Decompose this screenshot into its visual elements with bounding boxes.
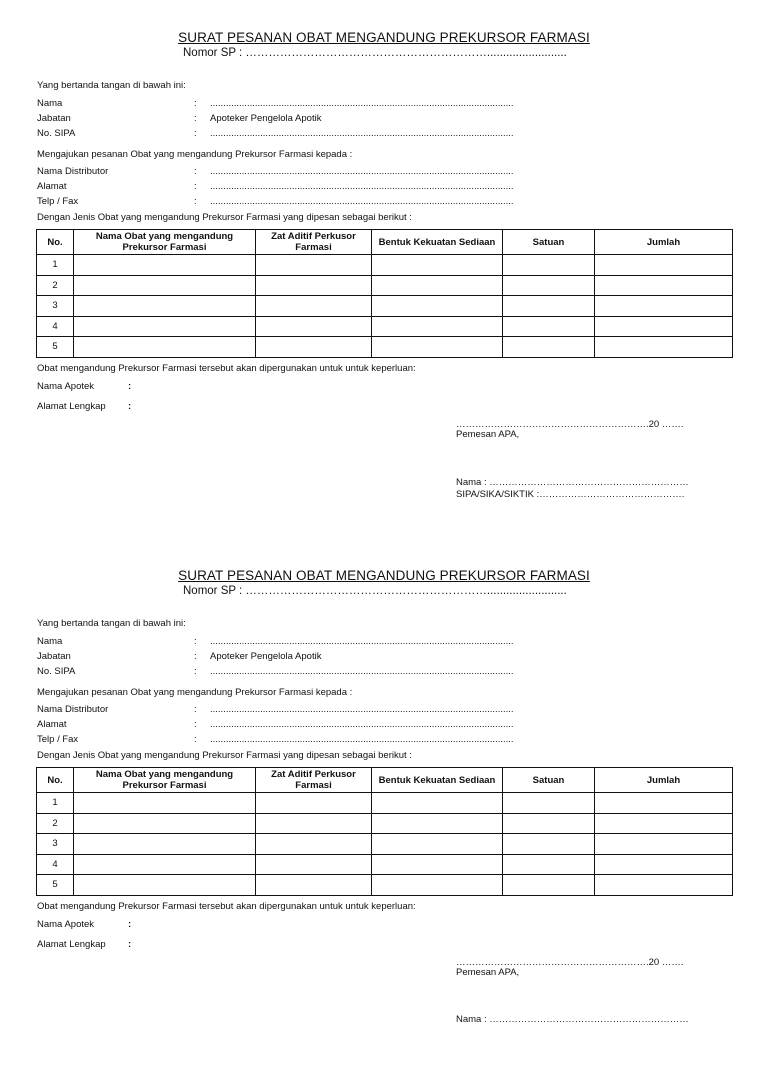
cell[interactable] — [256, 854, 372, 875]
cell[interactable] — [74, 875, 256, 896]
intro-text: Yang bertanda tangan di bawah ini: — [37, 618, 186, 629]
colon: : — [194, 734, 197, 745]
colon: : — [194, 651, 197, 662]
row-number: 4 — [37, 316, 74, 337]
distributor-name-label: Nama Distributor — [37, 704, 109, 715]
list-intro: Dengan Jenis Obat yang mengandung Prekursor Farmasi yang dipesan sebagai berikut : — [37, 212, 412, 223]
header-satuan: Satuan — [503, 768, 595, 793]
cell[interactable] — [595, 316, 733, 337]
cell[interactable] — [256, 296, 372, 317]
cell[interactable] — [74, 337, 256, 358]
cell[interactable] — [595, 275, 733, 296]
form-title: SURAT PESANAN OBAT MENGANDUNG PREKURSOR FARMASI — [178, 30, 590, 45]
colon: : — [194, 719, 197, 730]
cell[interactable] — [595, 813, 733, 834]
cell[interactable] — [256, 813, 372, 834]
cell[interactable] — [372, 316, 503, 337]
table-row — [37, 255, 733, 276]
header-no: No. — [37, 768, 74, 793]
telp-field[interactable]: ................................................................................................................... — [210, 196, 514, 207]
jabatan-label: Jabatan — [37, 651, 71, 662]
cell[interactable] — [256, 834, 372, 855]
cell[interactable] — [372, 337, 503, 358]
table-row — [37, 875, 733, 896]
cell[interactable] — [256, 337, 372, 358]
alamat-field[interactable]: ................................................................................................................... — [210, 181, 514, 192]
header-jumlah: Jumlah — [595, 768, 733, 793]
colon: : — [194, 181, 197, 192]
cell[interactable] — [503, 255, 595, 276]
cell[interactable] — [74, 813, 256, 834]
cell[interactable] — [74, 255, 256, 276]
cell[interactable] — [503, 854, 595, 875]
nomor-sp[interactable]: Nomor SP : ………………………………………………………......................... — [183, 47, 567, 59]
colon: : — [194, 98, 197, 109]
cell[interactable] — [503, 337, 595, 358]
cell[interactable] — [503, 316, 595, 337]
sipa-field[interactable]: ................................................................................................................... — [210, 666, 514, 677]
cell[interactable] — [503, 296, 595, 317]
table-row — [37, 275, 733, 296]
row-number: 4 — [37, 854, 74, 875]
table-row — [37, 296, 733, 317]
jabatan-label: Jabatan — [37, 113, 71, 124]
pemesan-label: Pemesan APA, — [456, 967, 520, 978]
list-intro: Dengan Jenis Obat yang mengandung Prekursor Farmasi yang dipesan sebagai berikut : — [37, 750, 412, 761]
cell[interactable] — [372, 296, 503, 317]
nama-label: Nama — [37, 636, 63, 647]
header-bentuk-kekuatan: Bentuk Kekuatan Sediaan — [372, 230, 503, 255]
order-table — [36, 229, 733, 358]
cell[interactable] — [74, 296, 256, 317]
purpose-text: Obat mengandung Prekursor Farmasi tersebut akan dipergunakan untuk untuk keperluan: — [37, 901, 416, 912]
signature-name[interactable]: Nama : ……………………………………………………… — [456, 477, 689, 488]
row-number: 2 — [37, 813, 74, 834]
table-row — [37, 337, 733, 358]
alamat-field[interactable]: ................................................................................................................... — [210, 719, 514, 730]
cell[interactable] — [595, 834, 733, 855]
cell[interactable] — [595, 296, 733, 317]
intro-text: Yang bertanda tangan di bawah ini: — [37, 80, 186, 91]
colon: : — [194, 166, 197, 177]
cell[interactable] — [503, 875, 595, 896]
table-row — [37, 793, 733, 814]
cell[interactable] — [595, 337, 733, 358]
row-number: 2 — [37, 275, 74, 296]
cell[interactable] — [372, 875, 503, 896]
label-colon: : — [128, 401, 132, 412]
cell[interactable] — [503, 813, 595, 834]
alamat-label: Alamat — [37, 719, 67, 730]
table-header-row — [37, 768, 733, 793]
cell[interactable] — [256, 255, 372, 276]
order-form-2 — [0, 538, 768, 1076]
header-zat-aditif: Zat Aditif Perkusor Farmasi — [256, 230, 372, 255]
table-row — [37, 813, 733, 834]
row-number: 1 — [37, 255, 74, 276]
header-satuan: Satuan — [503, 230, 595, 255]
header-nama-obat: Nama Obat yang mengandung Prekursor Farmasi — [74, 230, 256, 255]
distributor-name-field[interactable]: ................................................................................................................... — [210, 704, 514, 715]
cell[interactable] — [595, 854, 733, 875]
cell[interactable] — [256, 316, 372, 337]
telp-label: Telp / Fax — [37, 734, 79, 745]
cell[interactable] — [595, 875, 733, 896]
cell[interactable] — [503, 834, 595, 855]
distributor-name-field[interactable]: ................................................................................................................... — [210, 166, 514, 177]
header-jumlah: Jumlah — [595, 230, 733, 255]
row-number: 3 — [37, 296, 74, 317]
sipa-label: No. SIPA — [37, 666, 76, 677]
telp-field[interactable]: ................................................................................................................... — [210, 734, 514, 745]
purpose-text: Obat mengandung Prekursor Farmasi tersebut akan dipergunakan untuk untuk keperluan: — [37, 363, 416, 374]
header-no: No. — [37, 230, 74, 255]
jabatan-value: Apoteker Pengelola Apotik — [210, 113, 322, 124]
colon: : — [194, 128, 197, 139]
header-bentuk-kekuatan: Bentuk Kekuatan Sediaan — [372, 768, 503, 793]
table-header-row — [37, 230, 733, 255]
cell[interactable] — [372, 275, 503, 296]
cell[interactable] — [503, 275, 595, 296]
order-table — [36, 767, 733, 896]
table-row — [37, 834, 733, 855]
row-number: 5 — [37, 875, 74, 896]
header-nama-obat: Nama Obat yang mengandung Prekursor Farmasi — [74, 768, 256, 793]
cell[interactable] — [372, 834, 503, 855]
cell[interactable] — [74, 316, 256, 337]
table-row — [37, 316, 733, 337]
colon: : — [194, 196, 197, 207]
label-colon: : — [128, 919, 132, 930]
nomor-sp[interactable]: Nomor SP : ………………………………………………………......................... — [183, 585, 567, 597]
label-colon: : — [128, 381, 132, 392]
cell[interactable] — [595, 255, 733, 276]
row-number: 3 — [37, 834, 74, 855]
alamat-label: Alamat — [37, 181, 67, 192]
signature-sipa[interactable]: SIPA/SIKA/SIKTIK :………………………………………. — [456, 489, 685, 500]
sipa-label: No. SIPA — [37, 128, 76, 139]
cell[interactable] — [372, 854, 503, 875]
signature-name[interactable]: Nama : ……………………………………………………… — [456, 1014, 689, 1025]
colon: : — [194, 666, 197, 677]
colon: : — [194, 113, 197, 124]
cell[interactable] — [74, 834, 256, 855]
header-zat-aditif: Zat Aditif Perkusor Farmasi — [256, 768, 372, 793]
telp-label: Telp / Fax — [37, 196, 79, 207]
label-colon: : — [128, 939, 132, 950]
pemesan-label: Pemesan APA, — [456, 429, 520, 440]
row-number: 1 — [37, 793, 74, 814]
sipa-field[interactable]: ................................................................................................................... — [210, 128, 514, 139]
colon: : — [194, 704, 197, 715]
row-number: 5 — [37, 337, 74, 358]
date-line[interactable]: …………………………………………………….20 ……. — [456, 957, 684, 968]
apotek-label: Nama Apotek — [37, 919, 95, 930]
cell[interactable] — [372, 793, 503, 814]
cell[interactable] — [74, 793, 256, 814]
alamat-lengkap-label: Alamat Lengkap — [37, 401, 106, 412]
cell[interactable] — [372, 813, 503, 834]
cell[interactable] — [256, 875, 372, 896]
table-row — [37, 854, 733, 875]
cell[interactable] — [74, 275, 256, 296]
cell[interactable] — [74, 854, 256, 875]
cell[interactable] — [595, 793, 733, 814]
form-title: SURAT PESANAN OBAT MENGANDUNG PREKURSOR FARMASI — [178, 568, 590, 583]
nama-label: Nama — [37, 98, 63, 109]
cell[interactable] — [372, 255, 503, 276]
cell[interactable] — [503, 793, 595, 814]
cell[interactable] — [256, 275, 372, 296]
jabatan-value: Apoteker Pengelola Apotik — [210, 651, 322, 662]
colon: : — [194, 636, 197, 647]
cell[interactable] — [256, 793, 372, 814]
submit-line: Mengajukan pesanan Obat yang mengandung Prekursor Farmasi kepada : — [37, 687, 353, 698]
distributor-name-label: Nama Distributor — [37, 166, 109, 177]
apotek-label: Nama Apotek — [37, 381, 95, 392]
date-line[interactable]: …………………………………………………….20 ……. — [456, 419, 684, 430]
submit-line: Mengajukan pesanan Obat yang mengandung Prekursor Farmasi kepada : — [37, 149, 353, 160]
nama-field[interactable]: ................................................................................................................... — [210, 636, 514, 647]
nama-field[interactable]: ................................................................................................................... — [210, 98, 514, 109]
alamat-lengkap-label: Alamat Lengkap — [37, 939, 106, 950]
